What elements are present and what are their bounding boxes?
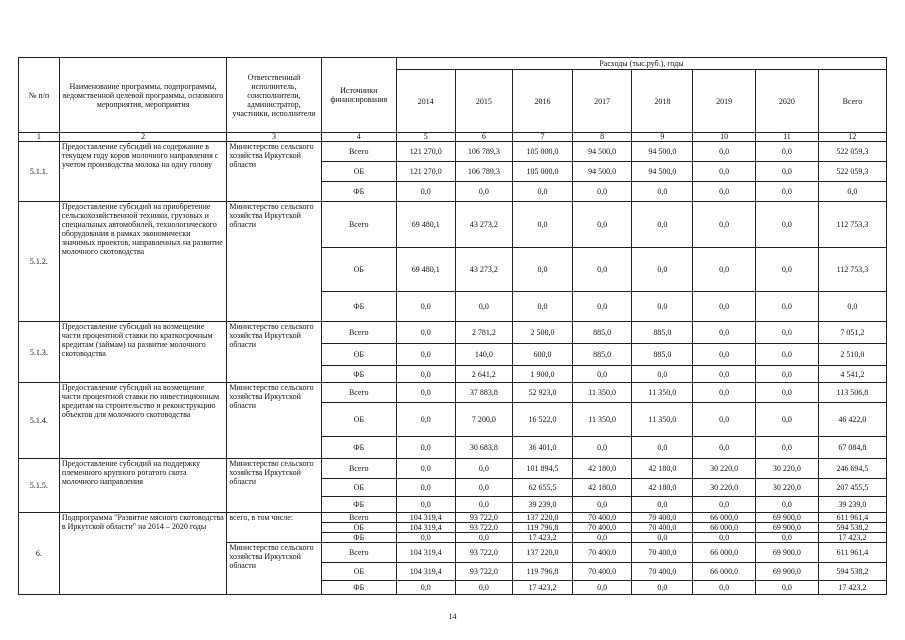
value-cell: 0,0: [693, 581, 756, 595]
value-cell: 0,0: [396, 533, 455, 543]
value-cell: 0,0: [396, 479, 455, 497]
value-cell: 0,0: [756, 182, 819, 202]
column-number: 4: [321, 133, 396, 142]
funding-source: Всего: [321, 513, 396, 523]
value-cell: 0,0: [396, 581, 455, 595]
column-number: 3: [227, 133, 321, 142]
value-cell: 0,0: [756, 437, 819, 459]
value-cell: 885,0: [572, 344, 632, 366]
row-number: 5.1.3.: [19, 322, 60, 383]
value-cell: 0,0: [396, 403, 455, 437]
value-cell: 0,0: [693, 533, 756, 543]
header-year: 2018: [632, 70, 693, 133]
column-number: 9: [632, 133, 693, 142]
value-cell: 4 541,2: [818, 366, 886, 383]
value-cell: 119 796,8: [513, 523, 573, 533]
header-year: 2020: [756, 70, 819, 133]
value-cell: 0,0: [632, 248, 693, 292]
value-cell: 611 961,4: [818, 543, 886, 563]
value-cell: 0,0: [455, 581, 513, 595]
header-num: № п/п: [19, 58, 60, 133]
table-row: [19, 513, 887, 523]
row-number: 6.: [19, 513, 60, 595]
subprogram-name: Подпрограмма "Развитие мясного скотоводства в Иркутской области" на 2014 – 2020 годы: [59, 513, 227, 595]
value-cell: 70 400,0: [632, 513, 693, 523]
value-cell: 11 350,0: [572, 403, 632, 437]
executor: Министерство сельского хозяйства Иркутской области: [227, 322, 321, 383]
header-executor: Ответственный исполнитель, соисполнители, администратор, участники, исполнители: [227, 58, 321, 133]
value-cell: 0,0: [513, 202, 573, 248]
column-number: 6: [455, 133, 513, 142]
column-number: 2: [59, 133, 227, 142]
value-cell: 885,0: [572, 322, 632, 344]
value-cell: 0,0: [756, 581, 819, 595]
value-cell: 522 059,3: [818, 142, 886, 162]
executor: Министерство сельского хозяйства Иркутской области: [227, 459, 321, 513]
header-year: 2014: [396, 70, 455, 133]
funding-source: ФБ: [321, 581, 396, 595]
value-cell: 0,0: [572, 437, 632, 459]
value-cell: 70 400,0: [572, 523, 632, 533]
value-cell: 0,0: [572, 182, 632, 202]
row-number: 5.1.2.: [19, 202, 60, 322]
value-cell: 105 000,0: [513, 162, 573, 182]
value-cell: 17 423,2: [818, 533, 886, 543]
value-cell: 0,0: [756, 497, 819, 513]
funding-source: Всего: [321, 459, 396, 479]
value-cell: 207 455,5: [818, 479, 886, 497]
value-cell: 93 722,0: [455, 513, 513, 523]
value-cell: 0,0: [693, 142, 756, 162]
value-cell: 0,0: [632, 182, 693, 202]
value-cell: 140,0: [455, 344, 513, 366]
value-cell: 70 400,0: [632, 543, 693, 563]
value-cell: 0,0: [756, 403, 819, 437]
value-cell: 37 883,8: [455, 383, 513, 403]
value-cell: 0,0: [632, 497, 693, 513]
value-cell: 66 000,0: [693, 563, 756, 581]
value-cell: 2 510,0: [818, 344, 886, 366]
value-cell: 0,0: [572, 497, 632, 513]
value-cell: 0,0: [396, 322, 455, 344]
value-cell: 0,0: [756, 383, 819, 403]
measure-name: Предоставление субсидий на поддержку племенного крупного рогатого скота молочного направления: [59, 459, 227, 513]
value-cell: 36 401,0: [513, 437, 573, 459]
value-cell: 93 722,0: [455, 543, 513, 563]
row-number: 5.1.4.: [19, 383, 60, 459]
value-cell: 104 319,4: [396, 563, 455, 581]
header-year: 2019: [693, 70, 756, 133]
value-cell: 119 796,8: [513, 563, 573, 581]
table-row: [19, 142, 887, 162]
value-cell: 30 220,0: [756, 479, 819, 497]
value-cell: 30 220,0: [693, 479, 756, 497]
table-row: [19, 459, 887, 479]
value-cell: 0,0: [572, 366, 632, 383]
value-cell: 0,0: [693, 202, 756, 248]
value-cell: 46 422,0: [818, 403, 886, 437]
value-cell: 0,0: [756, 248, 819, 292]
value-cell: 66 000,0: [693, 513, 756, 523]
value-cell: 0,0: [396, 383, 455, 403]
value-cell: 0,0: [756, 344, 819, 366]
measure-name: Предоставление субсидий на содержание в текущем году коров молочного направления с учетом производства молока на одну голову: [59, 142, 227, 202]
value-cell: 106 789,3: [455, 162, 513, 182]
value-cell: 70 400,0: [572, 563, 632, 581]
funding-source: ФБ: [321, 182, 396, 202]
value-cell: 43 273,2: [455, 248, 513, 292]
value-cell: 69 900,0: [756, 523, 819, 533]
value-cell: 0,0: [396, 497, 455, 513]
column-number: 11: [756, 133, 819, 142]
header-year: Всего: [818, 70, 886, 133]
executor: Министерство сельского хозяйства Иркутской области: [227, 142, 321, 202]
measure-name: Предоставление субсидий на возмещение части процентной ставки по краткосрочным кредитам (займам) на развитие молочного скотоводства: [59, 322, 227, 383]
value-cell: 0,0: [572, 248, 632, 292]
value-cell: 0,0: [513, 182, 573, 202]
value-cell: 0,0: [455, 497, 513, 513]
value-cell: 0,0: [396, 292, 455, 322]
value-cell: 0,0: [632, 202, 693, 248]
value-cell: 0,0: [818, 292, 886, 322]
value-cell: 0,0: [818, 182, 886, 202]
funding-source: Всего: [321, 142, 396, 162]
value-cell: 0,0: [756, 533, 819, 543]
value-cell: 885,0: [632, 322, 693, 344]
value-cell: 52 923,0: [513, 383, 573, 403]
measure-name: Предоставление субсидий на возмещение части процентной ставки по инвестиционным кредитам на строительство и реконструкцию объектов для молочного скотоводства: [59, 383, 227, 459]
value-cell: 0,0: [693, 403, 756, 437]
funding-source: ОБ: [321, 479, 396, 497]
row-number: 5.1.1.: [19, 142, 60, 202]
column-number: 12: [818, 133, 886, 142]
value-cell: 0,0: [455, 479, 513, 497]
funding-source: ОБ: [321, 344, 396, 366]
value-cell: 113 506,8: [818, 383, 886, 403]
value-cell: 69 900,0: [756, 513, 819, 523]
row-number: 5.1.5.: [19, 459, 60, 513]
funding-source: ФБ: [321, 437, 396, 459]
value-cell: 69 900,0: [756, 543, 819, 563]
header-expenses: Расходы (тыс.руб.), годы: [396, 58, 886, 70]
header-year: 2016: [513, 70, 573, 133]
value-cell: 105 000,0: [513, 142, 573, 162]
value-cell: 1 900,0: [513, 366, 573, 383]
value-cell: 94 500,0: [572, 162, 632, 182]
value-cell: 0,0: [693, 292, 756, 322]
value-cell: 66 000,0: [693, 523, 756, 533]
value-cell: 0,0: [693, 437, 756, 459]
header-name: Наименование программы, подпрограммы, ведомственной целевой программы, основного мероприятия, мероприятия: [59, 58, 227, 133]
value-cell: 94 500,0: [572, 142, 632, 162]
value-cell: 112 753,3: [818, 248, 886, 292]
funding-source: Всего: [321, 322, 396, 344]
value-cell: 93 722,0: [455, 563, 513, 581]
value-cell: 104 319,4: [396, 523, 455, 533]
value-cell: 137 220,0: [513, 543, 573, 563]
value-cell: 67 084,8: [818, 437, 886, 459]
value-cell: 0,0: [693, 248, 756, 292]
funding-source: ОБ: [321, 248, 396, 292]
value-cell: 0,0: [756, 202, 819, 248]
value-cell: 11 350,0: [632, 383, 693, 403]
value-cell: 66 000,0: [693, 543, 756, 563]
value-cell: 70 400,0: [632, 563, 693, 581]
value-cell: 885,0: [632, 344, 693, 366]
value-cell: 0,0: [693, 344, 756, 366]
value-cell: 0,0: [693, 497, 756, 513]
value-cell: 42 180,0: [572, 459, 632, 479]
value-cell: 594 538,2: [818, 563, 886, 581]
value-cell: 39 239,0: [513, 497, 573, 513]
budget-table: [18, 57, 887, 595]
value-cell: 121 270,0: [396, 162, 455, 182]
funding-source: Всего: [321, 202, 396, 248]
value-cell: 2 641,2: [455, 366, 513, 383]
value-cell: 121 270,0: [396, 142, 455, 162]
value-cell: 16 522,0: [513, 403, 573, 437]
funding-source: ФБ: [321, 366, 396, 383]
value-cell: 0,0: [396, 437, 455, 459]
value-cell: 522 059,3: [818, 162, 886, 182]
table-row: [19, 202, 887, 248]
value-cell: 104 319,4: [396, 513, 455, 523]
funding-source: ОБ: [321, 563, 396, 581]
value-cell: 101 894,5: [513, 459, 573, 479]
value-cell: 42 180,0: [572, 479, 632, 497]
value-cell: 17 423,2: [513, 581, 573, 595]
value-cell: 69 480,1: [396, 248, 455, 292]
table-row: [19, 383, 887, 403]
executor: Министерство сельского хозяйства Иркутской области: [227, 202, 321, 322]
value-cell: 0,0: [513, 292, 573, 322]
executor: Министерство сельского хозяйства Иркутской области: [227, 383, 321, 459]
funding-source: ОБ: [321, 403, 396, 437]
value-cell: 0,0: [513, 248, 573, 292]
value-cell: 70 400,0: [572, 513, 632, 523]
funding-source: ФБ: [321, 292, 396, 322]
value-cell: 112 753,3: [818, 202, 886, 248]
value-cell: 0,0: [455, 459, 513, 479]
measure-name: Предоставление субсидий на приобретение сельскохозяйственной техники, грузовых и специальных автомобилей, технологического оборудования в рамках экономически значимых проектов, направленных на развитие молочного скотоводства: [59, 202, 227, 322]
value-cell: 62 655,5: [513, 479, 573, 497]
value-cell: 70 400,0: [572, 543, 632, 563]
value-cell: 0,0: [632, 292, 693, 322]
value-cell: 11 350,0: [632, 403, 693, 437]
value-cell: 0,0: [693, 322, 756, 344]
column-number: 8: [572, 133, 632, 142]
value-cell: 594 538,2: [818, 523, 886, 533]
executor: всего, в том числе:: [227, 513, 321, 543]
value-cell: 0,0: [572, 292, 632, 322]
value-cell: 0,0: [693, 182, 756, 202]
value-cell: 30 683,8: [455, 437, 513, 459]
column-number: 7: [513, 133, 573, 142]
value-cell: 0,0: [455, 182, 513, 202]
value-cell: 30 220,0: [693, 459, 756, 479]
page-number: 14: [448, 612, 457, 621]
value-cell: 0,0: [632, 533, 693, 543]
value-cell: 0,0: [756, 162, 819, 182]
value-cell: 0,0: [455, 292, 513, 322]
value-cell: 30 220,0: [756, 459, 819, 479]
value-cell: 0,0: [632, 581, 693, 595]
value-cell: 600,0: [513, 344, 573, 366]
value-cell: 42 180,0: [632, 459, 693, 479]
funding-source: Всего: [321, 543, 396, 563]
value-cell: 104 319,4: [396, 543, 455, 563]
value-cell: 0,0: [756, 366, 819, 383]
value-cell: 0,0: [572, 202, 632, 248]
value-cell: 42 180,0: [632, 479, 693, 497]
value-cell: 11 350,0: [572, 383, 632, 403]
executor: Министерство сельского хозяйства Иркутской области: [227, 543, 321, 595]
value-cell: 137 220,0: [513, 513, 573, 523]
value-cell: 2 500,0: [513, 322, 573, 344]
value-cell: 0,0: [572, 533, 632, 543]
value-cell: 106 789,3: [455, 142, 513, 162]
funding-source: ОБ: [321, 162, 396, 182]
funding-source: Всего: [321, 383, 396, 403]
value-cell: 246 694,5: [818, 459, 886, 479]
value-cell: 94 500,0: [632, 142, 693, 162]
value-cell: 0,0: [693, 162, 756, 182]
header-year: 2017: [572, 70, 632, 133]
value-cell: 39 239,0: [818, 497, 886, 513]
header-year: 2015: [455, 70, 513, 133]
value-cell: 0,0: [396, 182, 455, 202]
value-cell: 43 273,2: [455, 202, 513, 248]
value-cell: 0,0: [693, 383, 756, 403]
value-cell: 0,0: [693, 366, 756, 383]
value-cell: 0,0: [632, 366, 693, 383]
value-cell: 93 722,0: [455, 523, 513, 533]
column-number: 10: [693, 133, 756, 142]
value-cell: 0,0: [572, 581, 632, 595]
value-cell: 69 480,1: [396, 202, 455, 248]
value-cell: 0,0: [756, 292, 819, 322]
value-cell: 17 423,2: [513, 533, 573, 543]
value-cell: 0,0: [632, 437, 693, 459]
value-cell: 0,0: [756, 142, 819, 162]
value-cell: 7 051,2: [818, 322, 886, 344]
value-cell: 94 500,0: [632, 162, 693, 182]
value-cell: 7 200,0: [455, 403, 513, 437]
table-row: [19, 322, 887, 344]
funding-source: ОБ: [321, 523, 396, 533]
value-cell: 17 423,2: [818, 581, 886, 595]
value-cell: 0,0: [396, 344, 455, 366]
funding-source: ФБ: [321, 497, 396, 513]
column-number: 1: [19, 133, 60, 142]
header-sources: Источники финансирования: [321, 58, 396, 133]
value-cell: 0,0: [756, 322, 819, 344]
value-cell: 0,0: [396, 366, 455, 383]
value-cell: 0,0: [396, 459, 455, 479]
funding-source: ФБ: [321, 533, 396, 543]
column-number: 5: [396, 133, 455, 142]
value-cell: 69 900,0: [756, 563, 819, 581]
value-cell: 2 781,2: [455, 322, 513, 344]
value-cell: 0,0: [455, 533, 513, 543]
value-cell: 70 400,0: [632, 523, 693, 533]
value-cell: 611 961,4: [818, 513, 886, 523]
